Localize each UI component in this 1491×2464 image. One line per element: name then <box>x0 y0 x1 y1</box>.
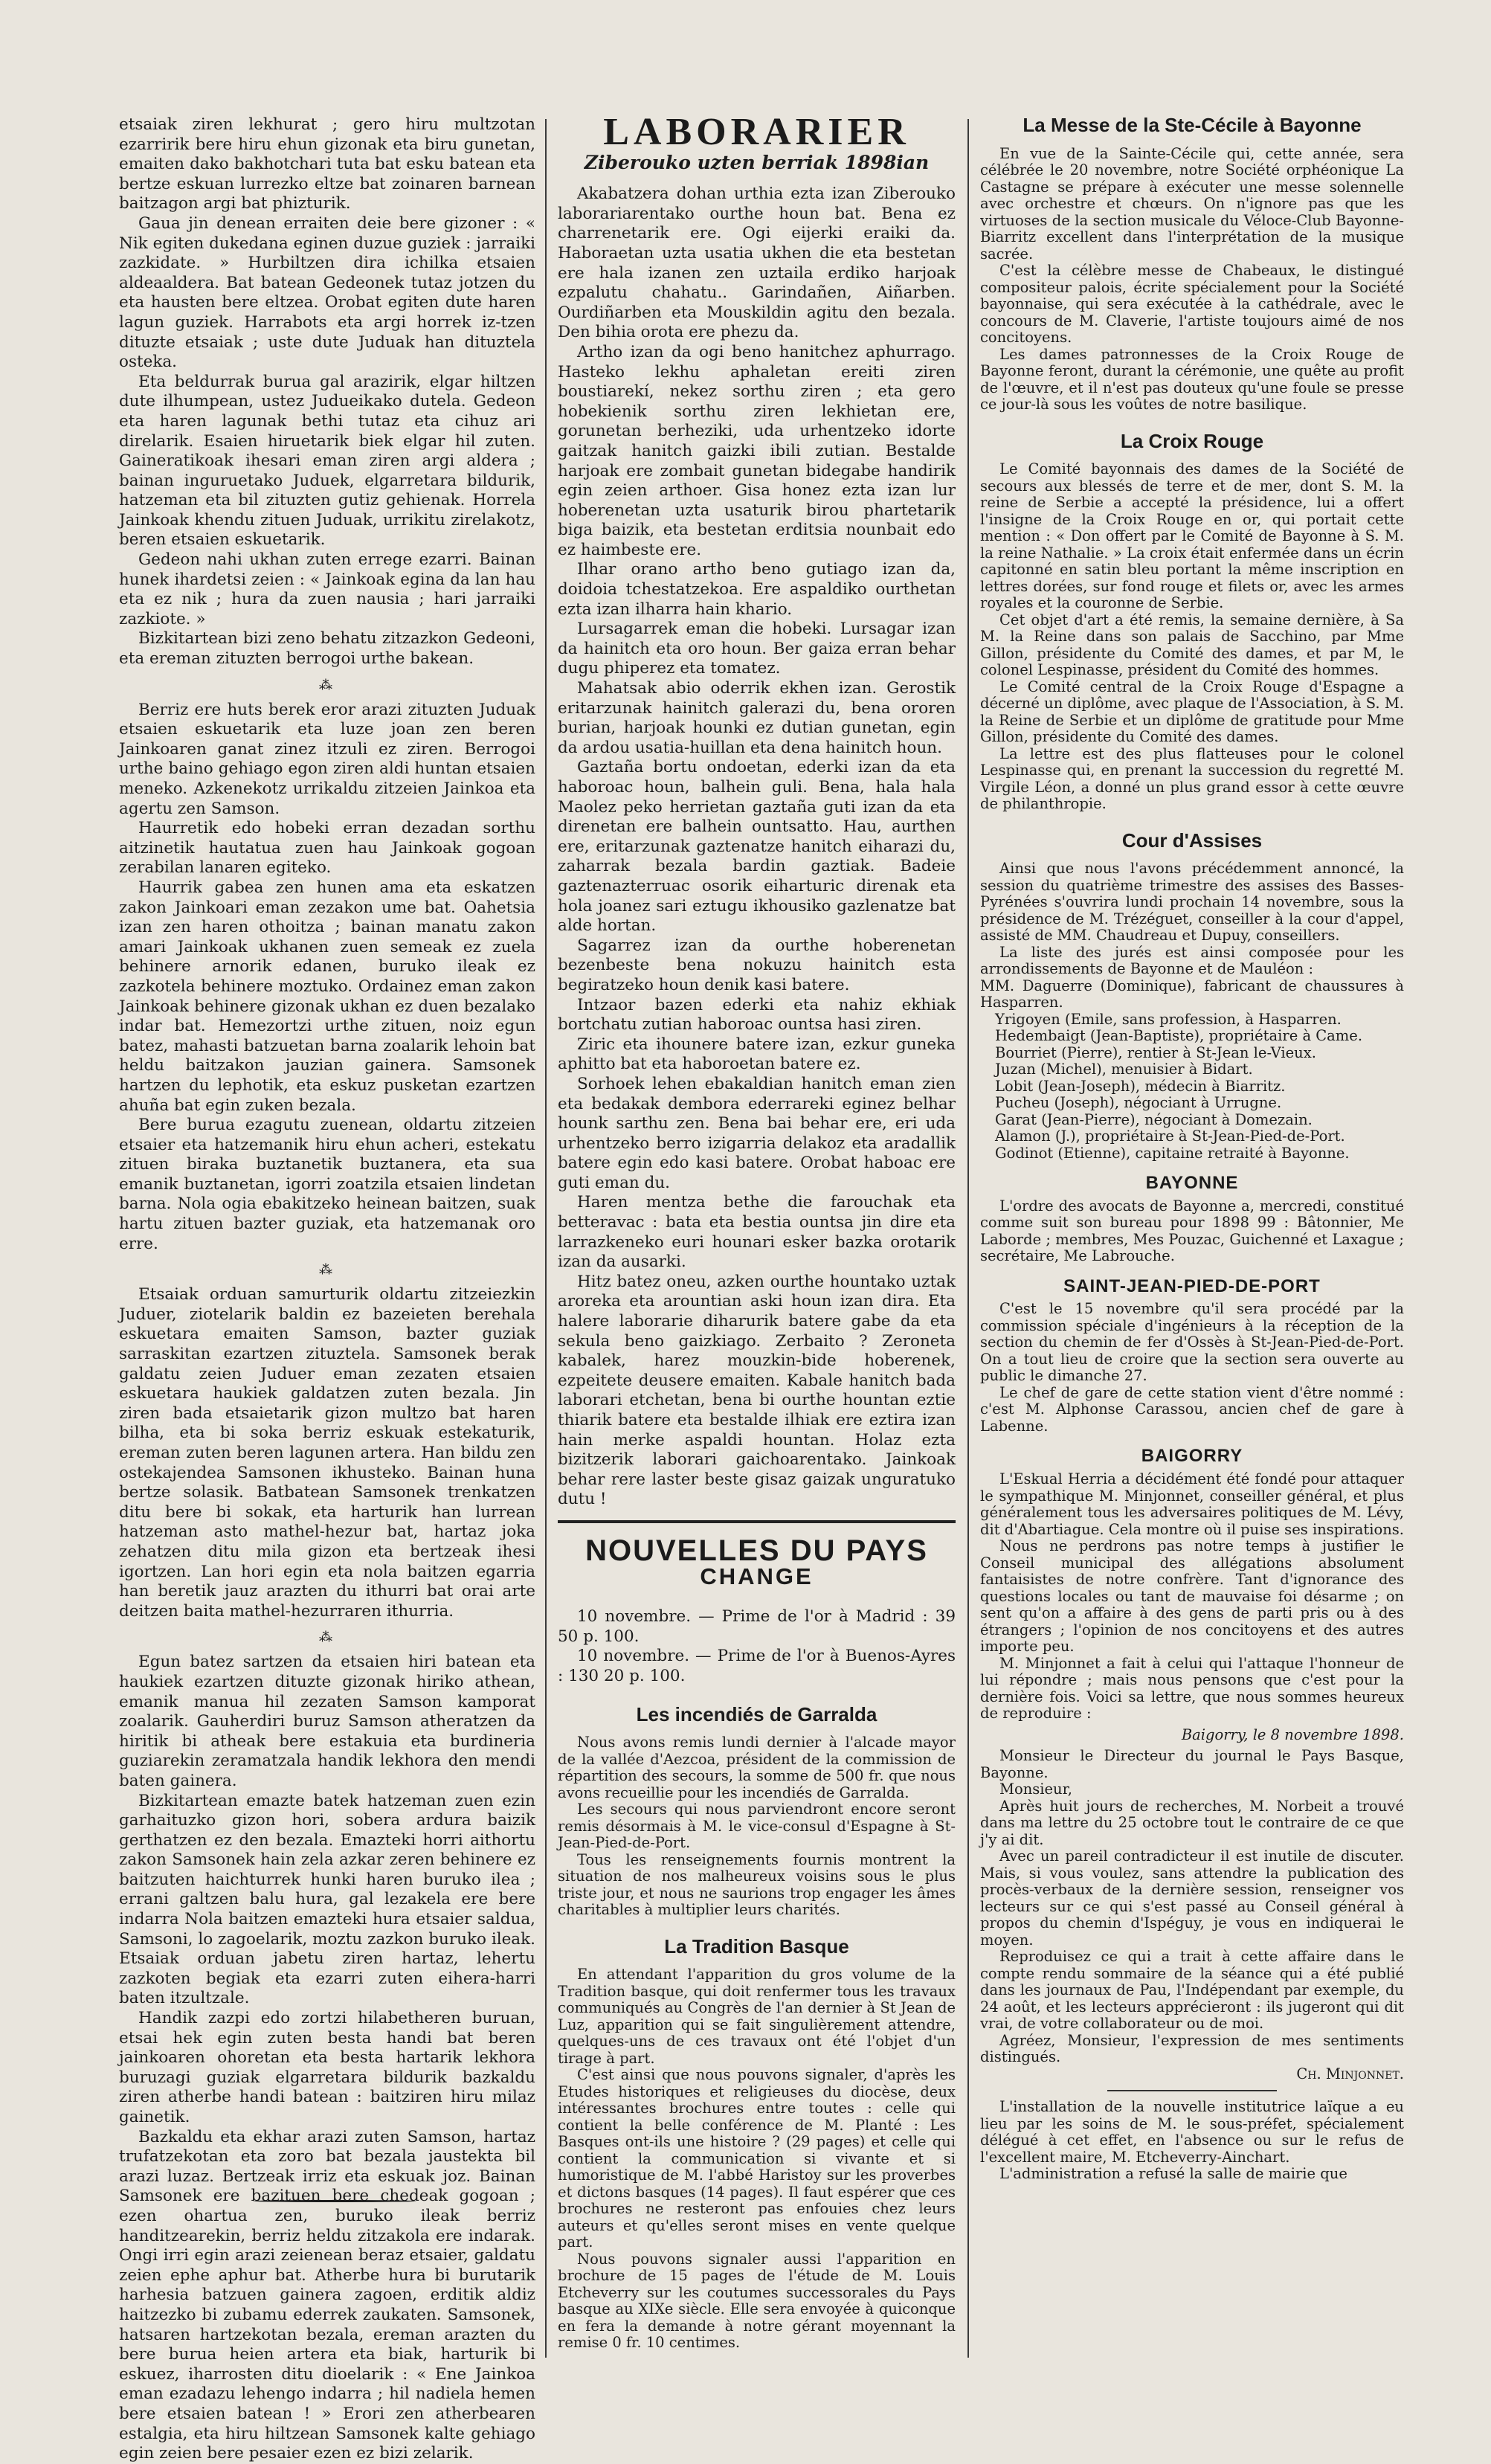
paragraph: Haurrik gabea zen hunen ama eta eskatzen zakon Jainkoari eman zezakon ume bat. Oahetsia izan zen haren othoitza ; bainan manatu zakon amari Jainkoak ukhanen zuen semeak ez zuela behinere arnorik edanen, buruko ileak ez zazkotela behinere moztuko. Ordainez eman zakon Jainkoak behinere gizonak ukhan ez duen bezalako indar bat. Hemezortzi urthe zituen, noiz egun batez, mahasti batzuetan barna zoalarik lehoin bat heldu baitzakon jauzian gainera. Samsonek hartzen du lephotik, eta eskuz pusketan ezartzen ahuña bat egin zuken bezala. <box>119 878 535 1115</box>
paragraph: Akabatzera dohan urthia ezta izan Ziberouko laborariarentako ourthe houn bat. Bena ez charrenetarik ere. Ogi eijerki eraiki da. Haboraetan uzta usatia ukhen die eta bestetan ere hala izanen zen uztaila erdiko harjoak ezpalutu chahatu.. Garindañen, Aiñarben. Ourdiñarben eta Mouskildin agitu den bezala. Den bihia orota ere phezu da. <box>558 184 956 342</box>
juror-entry: Lobit (Jean-Joseph), médecin à Biarritz. <box>995 1077 1286 1095</box>
letter-address: Monsieur le Directeur du journal le Pays Basque, Bayonne. <box>980 1747 1404 1781</box>
paragraph: Nous avons remis lundi dernier à l'alcade mayor de la vallée d'Aezcoa, président de la commission de répartition des secours, la somme de 500 fr. que nous avons recueillie pour les incendiés de Garralda. <box>558 1734 956 1801</box>
paragraph: Sagarrez izan da ourthe hoberenetan bezenbeste bena nokuzu hainitch esta begiratzeko houn denik kasi batere. <box>558 936 956 994</box>
juror-entry: Juzan (Michel), menuisier à Bidart. <box>995 1061 1253 1078</box>
paragraph: C'est le 15 novembre qu'il sera procédé par la commission spéciale d'ingénieurs à la réception de la section du chemin de fer d'Ossès à St-Jean-Pied-de-Port. On a tout lieu de croire que la section sera ouverte au public le dimanche 27. <box>980 1300 1404 1385</box>
paragraph: Artho izan da ogi beno hanitchez aphurrago. Hasteko lekhu aphaletan ereiti ziren boustiarekí, nekez sorthu ziren ; eta gero hobekienik sorthu ziren lekhietan ere, gorunetan berheziki, uda urhentzeko idorte gaitzak hanitch gaizki ibili zutian. Bestalde harjoak ere zombait gunetan bidegabe handirik egin zeien arthoer. Gisa honez ezta izan lur hoberenetan uzta usaturik birou phartetarik biga baizik, eta bestetan erditsia nounbait edo ez haimbeste ere. <box>558 342 956 559</box>
paragraph: Ziric eta ihounere batere izan, ezkur guneka aphitto bat eta haboroetan batere ez. <box>558 1035 956 1074</box>
paragraph: Haren mentza bethe die farouchak eta betteravac : bata eta bestia ountsa jin dire eta larrazkeneko euri hounari esker bazka orotarik izan da ausarki. <box>558 1193 956 1272</box>
column-rule-left <box>545 119 547 2358</box>
paragraph: En vue de la Sainte-Cécile qui, cette année, sera célébrée le 20 novembre, notre Société orphéonique La Castagne se prépare à exécuter une messe solennelle avec orchestre et chœurs. On n'ignore pas que les virtuoses de la section musicale du Véloce-Club Bayonne-Biarritz excellent dans l'interprétation de la musique sacrée. <box>980 144 1404 263</box>
paragraph: C'est ainsi que nous pouvons signaler, d'après les Etudes historiques et religieuses du diocèse, deux intéressantes brochures entre toutes : celle qui contient la belle conférence de M. Planté : Les Basques ont-ils une histoire ? (29 pages) et celle qui contient la communication si vivante et si humoristique de M. l'abbé Haristoy sur les proverbes et dictons basques (14 pages). Il faut espérer que ces brochures ne resteront pas enfouies chez leurs auteurs et qu'elles seront mises en vente quelque part. <box>558 2066 956 2251</box>
juror-entry: Alamon (J.), propriétaire à St-Jean-Pied-de-Port. <box>995 1128 1345 1145</box>
paragraph: Eta beldurrak burua gal arazirik, elgar hiltzen dute ilhumpean, ustez Judueikako dutela. Gedeon eta haren lagunak bethi tutaz eta cihuz ari direlarik. Esaien hiruetarik biek elgar hil zuten. Gaineratikoak ihesari eman ziren argi aldera ; bainan inguruetako Juduek, elgarretara bildurik, hatzeman eta bil zituzten gutiz gehienak. Horrela Jainkoak khendu zituen Juduak, urrikitu zirelakotz, beren etsaien eskuetarik. <box>119 372 535 550</box>
article-heading: La Messe de la Ste-Cécile à Bayonne <box>1023 114 1362 136</box>
paragraph: Nous ne perdrons pas notre temps à justifier le Conseil municipal des allégations absolument fantaisistes de notre confrère. Tant d'ignorance des questions locales ou tant de mauvaise foi désarme ; on sent qu'on a affaire à des gens de parti pris ou à des étrangers ; l'opinion de nos concitoyens et des autres importe peu. <box>980 1537 1404 1656</box>
paragraph: Gedeon nahi ukhan zuten errege ezarri. Bainan hunek ihardetsi zeien : « Jainkoak egina da lan hau eta ez nik ; hura da zuen nausia ; hari jarraiki zazkiote. » <box>119 550 535 628</box>
juror-entry: Pucheu (Joseph), négociant à Urrugne. <box>995 1094 1282 1112</box>
asterism-divider: ⁂ <box>319 1262 335 1278</box>
column-rule-right <box>967 119 969 2358</box>
paragraph: Avec un pareil contradicteur il est inutile de discuter. Mais, si vous voulez, sans attendre la publication des procès-verbaux de la dernière session, renseigner vos lecteurs sur ce qui s'est passé au Conseil général à propos du chemin d'Ispéguy, je vous en indiquerai le moyen. <box>980 1847 1404 1949</box>
section-title: NOUVELLES DU PAYS <box>585 1534 928 1567</box>
juror-entry: Godinot (Etienne), capitaine retraité à Bayonne. <box>995 1144 1350 1162</box>
paragraph: Les secours qui nous parviendront encore seront remis désormais à M. le vice-consul d'Espagne à St-Jean-Pied-de-Port. <box>558 1801 956 1852</box>
article-heading: La Croix Rouge <box>1120 429 1264 452</box>
paragraph: Sorhoek lehen ebakaldian hanitch eman zien eta bedakak dembora ederrareki eginez belhar hounk sarthu zen. Bena bai behar ere, eri uda urhentzeko berro izigarria delakoz eta aradallik batere egin edo kasi batere. Orobat haboac ere guti eman du. <box>558 1074 956 1192</box>
paragraph: Handik zazpi edo zortzi hilabetheren buruan, etsai hek egin zuten besta handi bat beren jainkoaren ohoretan eta besta hartarik lekhora buruzagi guziak elgarretara bildurik bazkaldu ziren atherbe handi batean : baitziren hiru milaz gainetik. <box>119 2009 535 2126</box>
paragraph: Après huit jours de recherches, M. Norbeit a trouvé dans ma lettre du 25 octobre tout le contraire de ce que j'y ai dit. <box>980 1797 1404 1848</box>
paragraph: La lettre est des plus flatteuses pour le colonel Lespinasse qui, en prenant la succession du regretté M. Virgile Léon, a donné un plus grand essor à cette œuvre de philanthropie. <box>980 744 1404 813</box>
juror-entry: Garat (Jean-Pierre), négociant à Domezain. <box>995 1110 1313 1128</box>
paragraph: Le Comité bayonnais des dames de la Société de secours aux blessés de terre et de mer, dont S. M. la reine de Serbie a accepté la présidence, lui a offert l'insigne de la Croix Rouge en or, qui portait cette mention : « Don offert par le Comité de Bayonne à S. M. la reine Nathalie. » La croix était enfermée dans un écrin capitonné en satin bleu portant la même inscription en lettres dorées, sur fond rouge et filets or, avec les armes royales et la couronne de Serbie. <box>980 460 1404 612</box>
paragraph: Cet objet d'art a été remis, la semaine dernière, à Sa M. la Reine dans son palais de Sacchino, par Mme Gillon, présidente du Comité des dames, et par M, le colonel Lespinasse, président du Comité des hommes. <box>980 611 1404 679</box>
change-item: 10 novembre. — Prime de l'or à Buenos-Ayres : 130 20 p. 100. <box>558 1647 956 1685</box>
paragraph: En attendant l'apparition du gros volume de la Tradition basque, qui doit renfermer tous les travaux communiqués au Congrès de l'an dernier à St Jean de Luz, apparition qui se fait singulièrement attendre, quelques-uns de ces travaux ont été l'objet d'un tirage à part. <box>558 1966 956 2067</box>
paragraph: Les dames patronnesses de la Croix Rouge de Bayonne feront, durant la cérémonie, une quête au profit de l'œuvre, et il n'est pas douteux qu'une foule se presse ce jour-là sous les voûtes de notre basilique. <box>980 345 1404 414</box>
divider <box>1107 2090 1277 2091</box>
paragraph: M. Minjonnet a fait à celui qui l'attaque l'honneur de lui répondre ; mais nous pensons que c'est pour la dernière fois. Voici sa lettre, que nous sommes heureux de reproduire : <box>980 1654 1404 1722</box>
asterism-divider: ⁂ <box>319 677 335 693</box>
juror-entry: MM. Daguerre (Dominique), fabricant de chaussures à Hasparren. <box>980 977 1404 1011</box>
paragraph: Bazkaldu eta ekhar arazi zuten Samson, hartaz trufatzekotan eta zoro bat bezala jaustekta bil arazi luzaz. Bertzeak irriz eta eskuak joz. Bainan Samsonek ere bazituen bere chedeak gogoan ; ezen ohartua zen, buruko ileak berriz handitzearekin, berriz heldu zitzakola ere indarak. Ongi irri egin arazi zeienean beraz etsaier, galdatu zeien ephe aphur bat. Atherbe hura bi burutarik harhesia batzuen gainera zagoen, erditik aldiz haitzezko bi zubamu ederrek zaukaten. Samsonek, hatsaren hartzekotan bezala, ereman arazten du bere burua heien artera eta biak, harturik bi eskuez, iharrosten ditu dioelarik : « Ene Jainkoa eman ezadazu lehengo indarra ; hil nadiela hemen bere etsaien batean ! » Erori zen atherbearen estalgia, eta hiru hiltzean Samsonek kalte gehiago egin zeien bere pesaier ezen ez bizi zelarik. <box>119 2127 535 2463</box>
letter-salutation: Monsieur, <box>999 1781 1072 1798</box>
paragraph: La liste des jurés est ainsi composée pour les arrondissements de Bayonne et de Mauléon : <box>980 943 1404 978</box>
paragraph: Nous pouvons signaler aussi l'apparition en brochure de 15 pages de l'étude de M. Louis Etcheverry sur les coutumes successorales du Pays basque au XIXe siècle. Elle sera envoyée à quiconque en fera la demande à notre gérant moyennant la remise 0 fr. 10 centimes. <box>558 2250 956 2352</box>
paragraph: Lursagarrek eman die hobeki. Lursagar izan da hainitch eta oro houn. Ber gaiza erran behar dugu phiperez eta tomatez. <box>558 620 956 678</box>
paragraph: L'ordre des avocats de Bayonne a, mercredi, constitué comme suit son bureau pour 1898 99 : Bâtonnier, Me Laborde ; membres, Mes Pouzac, Guichenné et Laxague ; secrétaire, Me Labrouche. <box>980 1197 1404 1265</box>
paragraph: L'installation de la nouvelle institutrice laïque a eu lieu par les soins de M. le sous-préfet, spécialement délégué à cet effet, en l'absence ou sur le refus de l'excellent maire, M. Etcheverry-Ainchart. <box>980 2098 1404 2166</box>
paragraph: Agréez, Monsieur, l'expression de mes sentiments distingués. <box>980 2031 1404 2066</box>
paragraph: L'Eskual Herria a décidément été fondé pour attaquer le sympathique M. Minjonnet, conseiller général, et plus généralement tous les adversaires politiques de M. Lévy, dit d'Abartiague. Cela montre où il puise ses inspirations. <box>980 1470 1404 1538</box>
letter-signature: Ch. Minjonnet. <box>1296 2065 1404 2082</box>
asterism-divider: ⁂ <box>319 1630 335 1646</box>
paragraph: Ilhar orano artho beno gutiago izan da, doidoia tchestatzekoa. Ere aspaldiko ourthetan ezta izan ilharra hain khario. <box>558 560 956 619</box>
paragraph: Intzaor bazen ederki eta nahiz ekhiak bortchatu zutian haboroac ountsa hasi ziren. <box>558 995 956 1035</box>
section-rule <box>558 1520 956 1523</box>
paragraph: Ainsi que nous l'avons précédemment annoncé, la session du quatrième trimestre des assises des Basses-Pyrénées s'ouvrira lundi prochain 14 novembre, sous la présidence de M. Trézéguet, conseiller à la cour d'appel, assisté de MM. Chaudreau et Dupuy, conseillers. <box>980 860 1404 945</box>
paragraph: Etsaiak orduan samurturik oldartu zitzeiezkin Juduer, ziotelarik baldin ez bazeieten berehala eskuetara emaiten Samson, bazter guziak sarraskitan ezartzen zituztela. Samsonek berak galdatu zeien Juduer eman zezaten etsaien eskuetara haukiek galdatzen zuten bezala. Jin ziren bada etsaietarik gizon multzo bat haren bilha, eta bi soka berriz eskuak estekaturik, ereman zuten beren lagunen artera. Han bildu zen ostekajendea Samsonen ikhusteko. Bainan huna bertze solasik. Batbatean Samsonek trenkatzen ditu bere bi sokak, eta harturik han lurrean hatzeman asto mathel-hezur bat, hartaz joka zehatzen ditu mila gizon eta bertzeak ihesi igortzen. Lan hori egin eta nola baitzen egarria han beretik jauz arazten du ithurri bat orai arte deitzen baita mathel-hezurraren ithurria. <box>119 1285 535 1621</box>
column-right <box>980 115 1404 2376</box>
juror-entry: Yrigoyen (Emile, sans profession, à Hasparren. <box>995 1010 1342 1028</box>
paragraph: Egun batez sartzen da etsaien hiri batean eta haukiek ezartzen dituzte gizonak hiriko athean, emanik manua hil zezaten Samson kamporat zoalarik. Gauherdiri buruz Samson atheratzen da hiritik bi atheak bere estakuia eta burdineria guziarekin zeramatzala handik lekhora den mendi baten gainera. <box>119 1653 535 1790</box>
paragraph: L'administration a refusé la salle de mairie que <box>999 2165 1347 2183</box>
paragraph: Bere burua ezagutu zuenean, oldartu zitzeien etsaier eta hatzemanik hiru ehun acheri, estekatu zituen biraka buztanetik buztanera, eta sua emanik buztanetan, igorri zoatzila etsaien lindetan barna. Nola ogia ebakitzeko heinean baitzen, suak hartu zituen bazter guziak, eta hatzemanak oro erre. <box>119 1116 535 1253</box>
letter-date: Baigorry, le 8 novembre 1898. <box>1181 1725 1404 1743</box>
paragraph: Reproduisez ce qui a trait à cette affaire dans le compte rendu sommaire de la séance qui a été publié dans les journaux de Pau, l'Indépendant par exemple, du 24 août, et les lecteurs apprécieront : ils jugeront qui dit vrai, de votre collaborateur ou de moi. <box>980 1948 1404 2033</box>
article-subtitle: Ziberouko uzten berriak 1898ian <box>584 151 930 173</box>
paragraph: Tous les renseignements fournis montrent la situation de nos malheureux voisins sous le plus triste jour, et nous ne saurions trop engager les âmes charitables à multiplier leurs charités. <box>558 1850 956 1919</box>
paragraph: Hitz batez oneu, azken ourthe hountako uztak aroreka eta arountian aski houn izan dira. Eta halere laborarie diharurik batere gabe da eta sekula beno gaizkiago. Zerbaito ? Zeroneta kabalek, harez mouzkin-bide hoberenek, ezpeitete deusere emaiten. Kabale hanitch bada laborari etchetan, bena bi ourthe hountan eztie thiarik batere eta bestalde ilhiak ere eztira izan hain merke aspaldi hountan. Holaz ezta bizitzerik laborari gaichoarentako. Jainkoak behar rere laster beste gisaz gaizak unguratuko dutu ! <box>558 1272 956 1509</box>
paragraph: Mahatsak abio oderrik ekhen izan. Gerostik eritarzunak hainitch galerazi du, bena ororen burian, harjoak hounki ez dutian gunetan, egin da ardou usatia-huillan eta dena hainitch houn. <box>558 679 956 757</box>
juror-entry: Hedembaigt (Jean-Baptiste), propriétaire à Came. <box>995 1027 1363 1045</box>
column-middle <box>558 111 956 2376</box>
article-title: LABORARIER <box>603 111 910 153</box>
paragraph: Gaztaña bortu ondoetan, ederki izan da eta haboroac houn, balhein guli. Bena, hala hala Maolez peko herrietan gaztaña guti izan da eta direnetan ere balhein ountsatto. Hau, aurthen ere, eritarzunak gaztenatze hanitch eiharazi du, zaharrak bezala bardin gaztiak. Badeie gaztenazterruac osorik eiharturic direnak eta hola joanez sari eztugu ikhousiko gazlenatze bat alde hortan. <box>558 758 956 936</box>
paragraph: Bizkitartean emazte batek hatzeman zuen ezin garhaituzko gizon hori, sobera ardura baizik gerthatzen ez den bezala. Emazteki horri aithortu zakon Samsonek hain zela azkar zeren behinere ez baitzuten haichturrek hunki haren buruko ilea ; errani galtzen balu hura, gal lezakela ere bere indarra Nola baitzen emazteki hura etsaier saldua, Samsoni, lo zagoelarik, moztu zazkon buruko ileak. Etsaiak orduan jabetu ziren hartaz, lehertu zazkoten begiak eta ezarri zuten eihera-harri baten itzultzale. <box>119 1791 535 2008</box>
article-heading: La Tradition Basque <box>664 1934 849 1958</box>
paragraph: Bizkitartean bizi zeno behatu zitzazkon Gedeoni, eta ereman zituzten berrogoi urthe bakean. <box>119 629 535 669</box>
article-heading: Les incendiés de Garralda <box>636 1702 877 1725</box>
place-heading: BAIGORRY <box>1141 1446 1243 1467</box>
paragraph: etsaiak ziren lekhurat ; gero hiru multzotan ezarririk bere hiru ehun gizonak eta biru gunetan, emaiten dako bakhotchari tuta bat esku batean eta bertze eskuan lurrezko eltze bat zoinaren barnean baitzagon argi bat phizturik. <box>119 115 535 213</box>
paragraph: Haurretik edo hobeki erran dezadan sorthu aitzinetik hautatua zuen hau Jainkoak gogoan zerabilan lanaren egiteko. <box>119 819 535 878</box>
paragraph: Le chef de gare de cette station vient d'être nommé : c'est M. Alphonse Carassou, ancien chef de gare à Labenne. <box>980 1383 1404 1435</box>
paragraph: Berriz ere huts berek eror arazi zituzten Juduak etsaien eskuetarik eta luze joan zen beren Jainkoaren ganat zinez itzuli ez ziren. Berrogoi urthe baino gehiago egon ziren aldi huntan etsaien meneko. Azkenekotz urrikaldu zitzeien Jainkoa eta agertu zen Samson. <box>119 700 535 818</box>
article-heading: Cour d'Assises <box>1121 829 1263 852</box>
change-title: CHANGE <box>700 1563 814 1589</box>
place-heading: SAINT-JEAN-PIED-DE-PORT <box>1063 1276 1321 1296</box>
paragraph: C'est la célèbre messe de Chabeaux, le distingué compositeur palois, écrite spécialement pour la Société bayonnaise, qui sera exécutée à la cathédrale, avec le concours de M. Claverie, l'artiste toujours aimé de nos concitoyens. <box>980 262 1404 347</box>
place-heading: BAYONNE <box>1145 1173 1239 1194</box>
juror-entry: Bourriet (Pierre), rentier à St-Jean le-Vieux. <box>995 1043 1316 1061</box>
end-ornament <box>253 2200 416 2202</box>
paragraph: Le Comité central de la Croix Rouge d'Espagne a décerné un diplôme, avec plaque de l'Association, à S. M. la Reine de Serbie et un diplôme de gratitude pour Mme Gillon, présidente du Comité des dames. <box>980 678 1404 746</box>
paragraph: Gaua jin denean erraiten deie bere gizoner : « Nik egiten dukedana eginen duzue guziek : jarraiki zazkidate. » Hurbiltzen dira ichilka etsaien aldeaaldera. Bat batean Gedeonek tutaz jotzen du eta hausten bere eltzea. Orobat egiten dute haren lagun guziek. Harrabots eta argi horrek iz-tzen dituzte etsaiak ; uste dute Juduak han dituztela osteka. <box>119 213 535 372</box>
column-left <box>119 115 535 2463</box>
change-item: 10 novembre. — Prime de l'or à Madrid : 39 50 p. 100. <box>558 1607 956 1646</box>
